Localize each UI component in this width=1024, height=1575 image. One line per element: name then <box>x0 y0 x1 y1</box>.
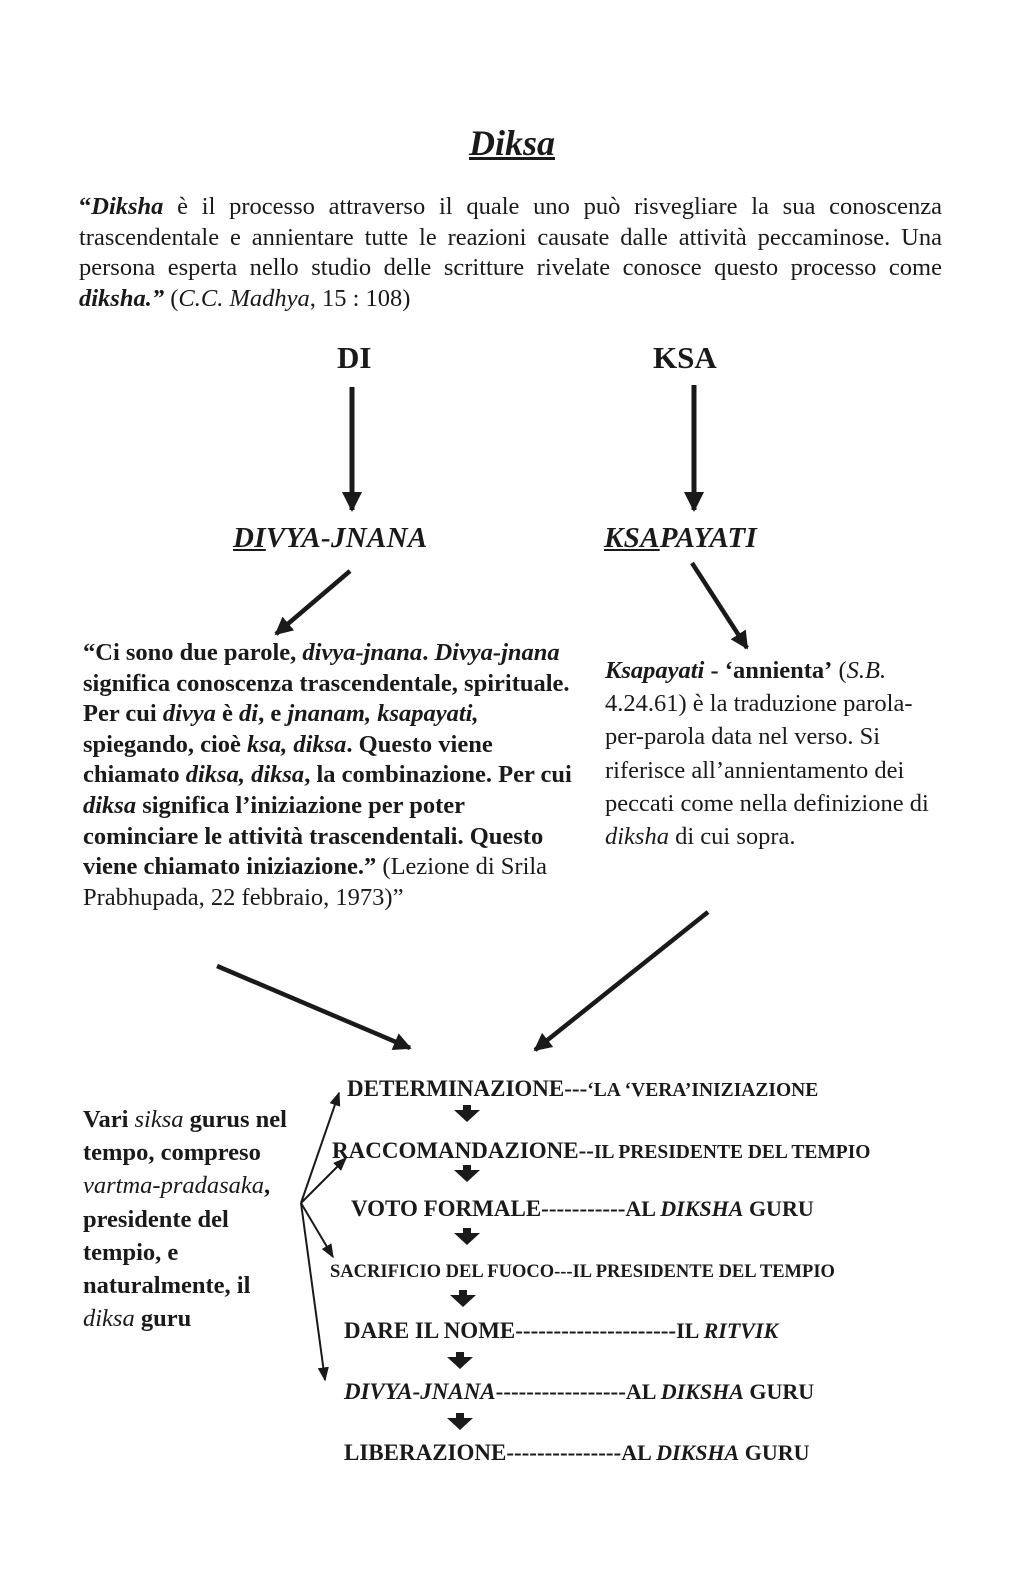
q-seg: jnanam, ksapayati, <box>287 700 479 728</box>
q-seg: . <box>422 639 435 666</box>
step-dashes: -- <box>578 1138 594 1163</box>
step-role: GURU <box>743 1196 814 1221</box>
derivation-left-underlined: DI <box>233 522 266 554</box>
q-seg: spiegando, cioè <box>83 730 248 758</box>
arrow-note-to-process <box>535 912 708 1050</box>
step-role: ‘LA ‘VERA’INIZIAZIONE <box>587 1080 819 1101</box>
k-ref: S.B. <box>846 657 887 684</box>
intro-open-quote: “ <box>79 193 92 220</box>
page-title: Diksa <box>468 123 555 163</box>
step-dashes: --------------- <box>506 1440 622 1465</box>
arrow-quote-to-process <box>217 966 410 1048</box>
q-seg: divya <box>162 700 216 728</box>
step-stage: SACRIFICIO DEL FUOCO <box>330 1262 555 1282</box>
q-seg: , e <box>258 700 288 728</box>
root-ksa: KSA <box>653 340 717 375</box>
step-arrow-6 <box>447 1413 473 1430</box>
step-role: DIKSHA <box>660 1379 744 1404</box>
q-seg: diksa <box>83 791 137 819</box>
s-seg: , presidente del tempio, e naturalmente, il <box>83 1172 271 1300</box>
q-seg: diksa, diksa <box>185 761 305 789</box>
step-stage: LIBERAZIONE <box>344 1440 507 1465</box>
step-dashes: ----------------- <box>495 1379 626 1404</box>
step-stage: RACCOMANDAZIONE <box>332 1138 579 1163</box>
s-seg: vartma-pradasaka <box>83 1172 265 1200</box>
intro-term: Diksha <box>91 193 164 220</box>
step-arrow-3 <box>454 1228 480 1245</box>
q-seg: di <box>239 700 259 728</box>
step-role: GURU <box>743 1379 815 1404</box>
intro-term2: diksha.” <box>79 284 165 312</box>
q-seg: “Ci sono due parole, <box>83 639 303 666</box>
s-seg: guru <box>134 1305 192 1333</box>
step-role: DIKSHA <box>656 1440 740 1465</box>
arrow-siksa-to-sacrificio <box>301 1203 333 1257</box>
q-seg: Divya-jnana <box>434 639 560 666</box>
intro-ref-rest: , 15 : 108) <box>309 284 411 312</box>
k-meaning: ‘annienta’ <box>724 657 833 684</box>
step-stage: DARE IL NOME <box>344 1318 516 1343</box>
k-ref-open: ( <box>832 657 847 684</box>
derivation-right-rest: PAYATI <box>659 522 758 554</box>
k-term2: diksha <box>605 823 669 851</box>
step-arrow-5 <box>447 1352 473 1369</box>
step-role: IL PRESIDENTE DEL TEMPIO <box>593 1142 871 1163</box>
step-role: DIKSHA <box>660 1196 744 1221</box>
q-seg: divya-jnana <box>302 639 423 666</box>
k-dash: - <box>704 657 725 684</box>
step-role: RITVIK <box>703 1318 779 1343</box>
q-seg: significa conoscenza trascendentale, spirituale. Per cui <box>83 669 570 728</box>
q-seg: , la combinazione. Per cui <box>304 761 572 789</box>
s-seg: Vari <box>83 1106 135 1133</box>
step-dashes: --- <box>554 1262 573 1282</box>
q-citation: (Lezione di Srila Prabhupada, 22 febbraio, 1973)” <box>83 853 548 911</box>
arrow-siksa-to-divya-jnana <box>301 1203 325 1380</box>
step-arrow-1 <box>454 1105 480 1122</box>
k-text: 4.24.61) è la traduzione parola-per-parola data nel verso. Si riferisce all’annientamento dei peccati come nella definizione di <box>605 690 929 817</box>
arrow-ksapayati-to-note <box>692 563 747 648</box>
step-dashes: --- <box>564 1076 588 1101</box>
k-text2: di cui sopra. <box>668 823 796 851</box>
step-stage: DIVYA-JNANA <box>344 1379 496 1404</box>
s-seg: siksa <box>134 1106 184 1133</box>
step-arrow-4 <box>450 1290 476 1307</box>
step-stage: DETERMINAZIONE <box>347 1076 565 1101</box>
intro-ref: C.C. Madhya <box>178 284 310 312</box>
step-role: IL <box>676 1318 704 1343</box>
s-seg: gurus nel tempo, compreso <box>83 1106 287 1167</box>
step-role: GURU <box>739 1440 810 1465</box>
derivation-right-underlined: KSA <box>604 522 660 554</box>
q-seg: significa l’iniziazione per poter cominciare le attività trascendentali. Questo viene chiamato iniziazione.” <box>83 791 544 881</box>
step-dashes: --------------------- <box>515 1318 677 1343</box>
root-di: DI <box>337 340 372 375</box>
step-role: AL <box>621 1440 657 1465</box>
step-role: IL PRESIDENTE DEL TEMPIO <box>572 1262 835 1282</box>
step-stage: VOTO FORMALE <box>351 1196 542 1221</box>
q-seg: . Questo viene chiamato <box>83 730 493 789</box>
q-seg: ksa, diksa <box>247 730 347 758</box>
intro-text: è il processo attraverso il quale uno può risvegliare la sua conoscenza trascendentale e annientare tutte le reazioni causate dalle attività peccaminose. Una persona esperta nello studio delle scritture rivelate conosce questo processo come <box>79 193 942 281</box>
step-role: AL <box>625 1196 661 1221</box>
k-term: Ksapayati <box>605 657 705 684</box>
step-role: AL <box>625 1379 661 1404</box>
derivation-left-rest: VYA-JNANA <box>265 522 428 554</box>
step-dashes: ----------- <box>541 1196 626 1221</box>
step-arrow-2 <box>454 1165 480 1182</box>
arrow-siksa-to-determinazione <box>301 1093 339 1203</box>
s-seg: diksa <box>83 1305 135 1333</box>
q-seg: è <box>215 700 240 728</box>
intro-ref-open: ( <box>164 284 179 312</box>
arrow-divya-to-quote <box>276 571 350 634</box>
